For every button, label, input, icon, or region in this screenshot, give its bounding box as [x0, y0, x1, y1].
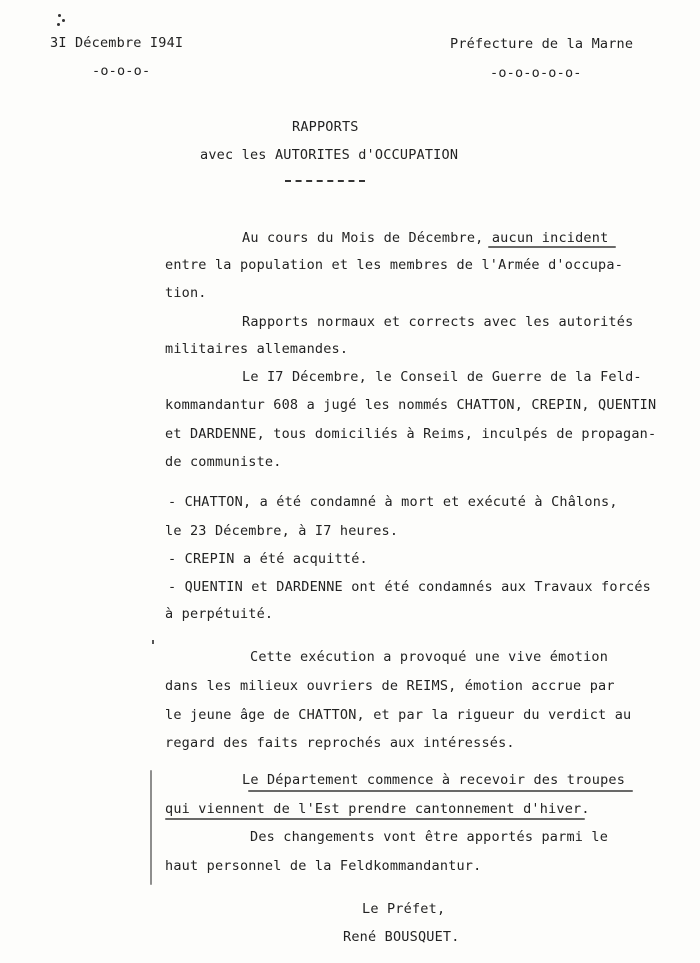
date-separator: -o-o-o- — [92, 63, 151, 79]
paragraph-3-line-1: Le I7 Décembre, le Conseil de Guerre de la Feld- — [242, 369, 642, 385]
paragraph-1-line-2: entre la population et les membres de l'Armée d'occupa- — [165, 257, 624, 273]
list-item-1-line-2: le 23 Décembre, à I7 heures. — [165, 523, 399, 539]
list-item-1-line-1: - CHATTON, a été condamné à mort et exécuté à Châlons, — [168, 494, 618, 510]
handwritten-underline — [248, 790, 633, 792]
paragraph-2-line-2: militaires allemandes. — [165, 341, 349, 357]
list-item-3-line-1: - QUENTIN et DARDENNE ont été condamnés aux Travaux forcés — [168, 579, 652, 595]
paragraph-4-line-4: regard des faits reprochés aux intéressés. — [165, 735, 515, 751]
paragraph-3-line-3: et DARDENNE, tous domiciliés à Reims, inculpés de propagan- — [165, 426, 657, 442]
prefecture-separator: -o-o-o-o-o- — [490, 65, 582, 81]
handwritten-underline — [488, 246, 616, 248]
list-item-3-line-2: à perpétuité. — [165, 606, 274, 622]
handwritten-underline — [165, 818, 585, 820]
corner-ink-marks — [56, 14, 66, 28]
document-date: 3I Décembre I94I — [50, 35, 184, 51]
paragraph-2-line-1: Rapports normaux et corrects avec les autorités — [242, 314, 634, 330]
paragraph-4-line-1: Cette exécution a provoqué une vive émotion — [250, 649, 609, 665]
prefecture-heading: Préfecture de la Marne — [450, 36, 634, 52]
paragraph-4-line-2: dans les milieux ouvriers de REIMS, émotion accrue par — [165, 678, 615, 694]
title-rule — [285, 180, 365, 184]
paragraph-5-line-1: Le Département commence à recevoir des troupes — [242, 772, 626, 788]
paragraph-3-line-2: kommandantur 608 a jugé les nommés CHATTON, CREPIN, QUENTIN — [165, 397, 657, 413]
report-title: RAPPORTS — [292, 119, 359, 135]
paragraph-5-line-2: qui viennent de l'Est prendre cantonnement d'hiver. — [165, 801, 590, 817]
paragraph-1-line-3: tion. — [165, 285, 207, 301]
handwritten-margin-stroke — [150, 770, 152, 885]
paragraph-1-line-1: Au cours du Mois de Décembre, aucun incident — [242, 230, 609, 246]
ink-mark — [152, 640, 154, 644]
paragraph-3-line-4: de communiste. — [165, 454, 282, 470]
paragraph-6-line-1: Des changements vont être apportés parmi le — [250, 829, 609, 845]
signature-role: Le Préfet, — [362, 901, 446, 917]
paragraph-6-line-2: haut personnel de la Feldkommandantur. — [165, 858, 482, 874]
report-subtitle: avec les AUTORITES d'OCCUPATION — [200, 147, 459, 163]
signature-name: René BOUSQUET. — [343, 929, 460, 945]
list-item-2: - CREPIN a été acquitté. — [168, 551, 368, 567]
paragraph-4-line-3: le jeune âge de CHATTON, et par la rigueur du verdict au — [165, 707, 632, 723]
